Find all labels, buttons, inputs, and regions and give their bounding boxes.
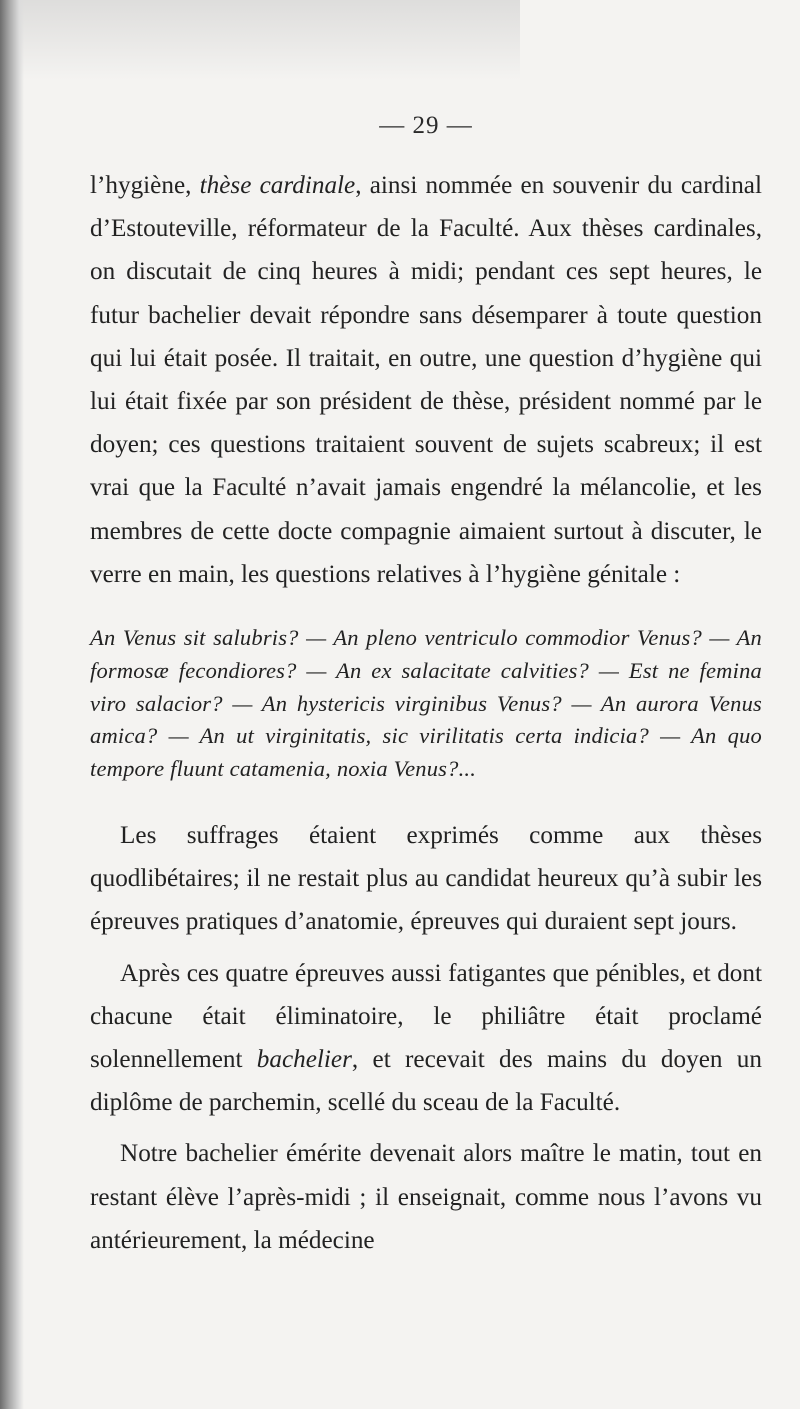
paragraph-1-text-a: l’hygiène, — [90, 172, 200, 199]
paragraph-1-text-b: , ainsi nommée en souvenir du cardinal d’Estouteville, réformateur de la Faculté. Aux thèses cardinales, on discutait de cinq heures à midi; pendant ces sept heures, le futur bachelier devait répondre sans désemparer à toute question qui lui était posée. Il traitait, en outre, une question d’hygiène qui lui était fixée par son président de thèse, président nommé par le doyen; ces questions traitaient souvent de sujets scabreux; il est vrai que la Faculté n’avait jamais engendré la mélancolie, et les membres de cette docte compagnie aimaient surtout à discuter, le verre en main, les questions relatives à l’hygiène génitale : — [90, 172, 762, 588]
latin-questions: An Venus sit salubris? — An pleno ventriculo commodior Venus? — An formosæ fecondiores? — An ex salacitate calvities? — Est ne femina viro salacior? — An hystericis virginibus Venus? — An aurora Venus amica? — An ut virginitatis, sic virilitatis certa indicia? — An quo tempore fluunt catamenia, noxia Venus?... — [90, 625, 762, 782]
page-number: — 29 — — [379, 112, 473, 139]
scan-shadow — [0, 0, 520, 80]
paragraph-gap — [90, 944, 762, 952]
paragraph-4: Notre bachelier émérite devenait alors maître le matin, tout en restant élève l’après-midi ; il enseignait, comme nous l’avons vu antérieurement, la médecine — [90, 1140, 762, 1254]
book-page — [90, 112, 762, 1262]
paragraph-2: Les suffrages étaient exprimés comme aux thèses quodlibétaires; il ne restait plus au candidat heureux qu’à subir les épreuves pratiques d’anatomie, épreuves qui duraient sept jours. — [90, 822, 762, 936]
paragraph-1 — [90, 164, 762, 596]
paragraph-3-italic: bachelier — [256, 1046, 352, 1074]
scan-binding-edge — [0, 0, 24, 1409]
paragraph-3-text-b: , et recevait des mains du doyen un diplôme de parchemin, scellé du sceau de la Faculté. — [90, 1046, 762, 1117]
paragraph-gap — [90, 1124, 762, 1132]
paragraph-3-text-a: Après ces quatre épreuves aussi fatigantes que pénibles, et dont chacune était éliminatoire, le philiâtre était proclamé solennellement — [90, 959, 762, 1074]
paragraph-3 — [90, 952, 762, 1125]
paragraph-1-italic: thèse cardinale — [199, 172, 356, 199]
